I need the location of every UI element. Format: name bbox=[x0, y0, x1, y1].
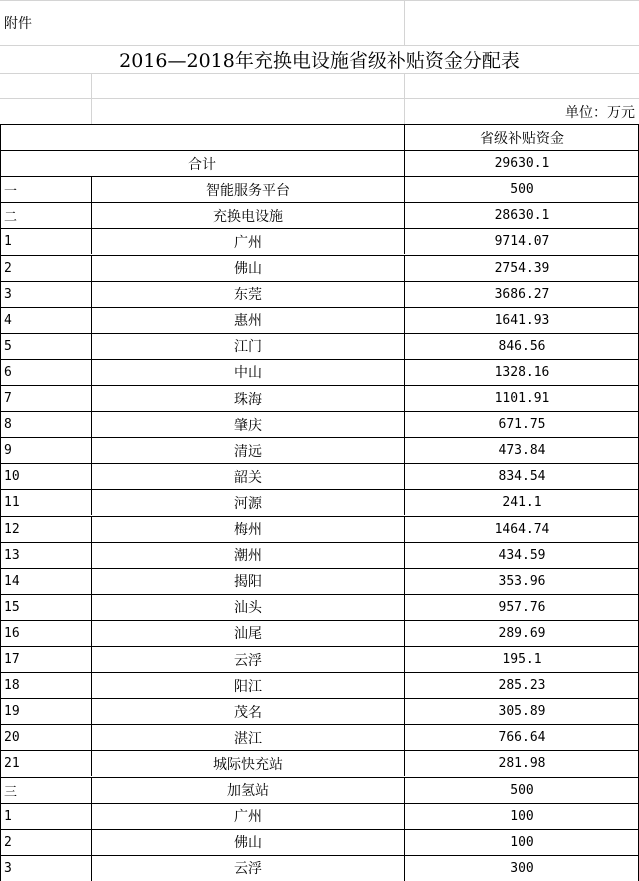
row-city[interactable]: 汕头 bbox=[91, 594, 404, 620]
section-amount[interactable]: 500 bbox=[404, 176, 639, 202]
row-amount[interactable]: 1464.74 bbox=[404, 516, 639, 542]
row-city[interactable]: 广州 bbox=[91, 228, 404, 254]
section-name[interactable]: 充换电设施 bbox=[91, 202, 404, 228]
row-index[interactable]: 7 bbox=[0, 385, 91, 411]
row-amount[interactable]: 473.84 bbox=[404, 437, 639, 463]
row-city[interactable]: 河源 bbox=[91, 489, 404, 515]
row-amount[interactable]: 100 bbox=[404, 803, 639, 829]
row-city[interactable]: 揭阳 bbox=[91, 568, 404, 594]
empty-cell[interactable] bbox=[404, 0, 639, 45]
row-index[interactable]: 3 bbox=[0, 855, 91, 881]
row-amount[interactable]: 285.23 bbox=[404, 672, 639, 698]
row-amount[interactable]: 957.76 bbox=[404, 594, 639, 620]
row-city[interactable]: 佛山 bbox=[91, 829, 404, 855]
row-amount[interactable]: 846.56 bbox=[404, 333, 639, 359]
row-city[interactable]: 汕尾 bbox=[91, 620, 404, 646]
row-amount[interactable]: 300 bbox=[404, 855, 639, 881]
row-index[interactable]: 6 bbox=[0, 359, 91, 385]
row-amount[interactable]: 241.1 bbox=[404, 489, 639, 515]
row-index[interactable]: 15 bbox=[0, 594, 91, 620]
row-amount[interactable]: 305.89 bbox=[404, 698, 639, 724]
row-index[interactable]: 13 bbox=[0, 542, 91, 568]
empty-cell[interactable] bbox=[0, 98, 91, 124]
row-amount[interactable]: 289.69 bbox=[404, 620, 639, 646]
section-index[interactable]: 二 bbox=[0, 202, 91, 228]
row-index[interactable]: 3 bbox=[0, 281, 91, 307]
total-label[interactable]: 合计 bbox=[0, 150, 404, 176]
section-index[interactable]: 一 bbox=[0, 176, 91, 202]
row-city[interactable]: 阳江 bbox=[91, 672, 404, 698]
row-city[interactable]: 中山 bbox=[91, 359, 404, 385]
header-blank-cell[interactable] bbox=[0, 124, 404, 150]
row-amount[interactable]: 671.75 bbox=[404, 411, 639, 437]
row-city[interactable]: 梅州 bbox=[91, 516, 404, 542]
row-city[interactable]: 惠州 bbox=[91, 307, 404, 333]
row-index[interactable]: 21 bbox=[0, 750, 91, 776]
unit-label[interactable]: 单位：万元 bbox=[404, 98, 639, 124]
empty-cell[interactable] bbox=[0, 73, 91, 98]
row-amount[interactable]: 353.96 bbox=[404, 568, 639, 594]
row-city[interactable]: 茂名 bbox=[91, 698, 404, 724]
row-index[interactable]: 8 bbox=[0, 411, 91, 437]
row-index[interactable]: 19 bbox=[0, 698, 91, 724]
empty-cell[interactable] bbox=[404, 73, 639, 98]
section-name[interactable]: 加氢站 bbox=[91, 777, 404, 803]
row-amount[interactable]: 434.59 bbox=[404, 542, 639, 568]
column-header-amount[interactable]: 省级补贴资金 bbox=[404, 124, 639, 150]
page-title[interactable]: 2016—2018年充换电设施省级补贴资金分配表 bbox=[0, 45, 639, 73]
empty-cell[interactable] bbox=[91, 98, 404, 124]
row-city[interactable]: 肇庆 bbox=[91, 411, 404, 437]
row-index[interactable]: 5 bbox=[0, 333, 91, 359]
row-index[interactable]: 18 bbox=[0, 672, 91, 698]
row-amount[interactable]: 195.1 bbox=[404, 646, 639, 672]
section-amount[interactable]: 500 bbox=[404, 777, 639, 803]
row-city[interactable]: 湛江 bbox=[91, 724, 404, 750]
row-city[interactable]: 韶关 bbox=[91, 463, 404, 489]
row-city[interactable]: 东莞 bbox=[91, 281, 404, 307]
row-index[interactable]: 16 bbox=[0, 620, 91, 646]
row-amount[interactable]: 1328.16 bbox=[404, 359, 639, 385]
row-index[interactable]: 2 bbox=[0, 829, 91, 855]
row-amount[interactable]: 100 bbox=[404, 829, 639, 855]
row-amount[interactable]: 1101.91 bbox=[404, 385, 639, 411]
row-amount[interactable]: 766.64 bbox=[404, 724, 639, 750]
row-index[interactable]: 2 bbox=[0, 255, 91, 281]
row-amount[interactable]: 9714.07 bbox=[404, 228, 639, 254]
row-index[interactable]: 10 bbox=[0, 463, 91, 489]
row-city[interactable]: 云浮 bbox=[91, 855, 404, 881]
row-city[interactable]: 清远 bbox=[91, 437, 404, 463]
row-amount[interactable]: 2754.39 bbox=[404, 255, 639, 281]
section-amount[interactable]: 28630.1 bbox=[404, 202, 639, 228]
row-amount[interactable]: 1641.93 bbox=[404, 307, 639, 333]
row-index[interactable]: 9 bbox=[0, 437, 91, 463]
row-city[interactable]: 广州 bbox=[91, 803, 404, 829]
section-index[interactable]: 三 bbox=[0, 777, 91, 803]
row-index[interactable]: 1 bbox=[0, 228, 91, 254]
row-amount[interactable]: 834.54 bbox=[404, 463, 639, 489]
row-amount[interactable]: 3686.27 bbox=[404, 281, 639, 307]
section-name[interactable]: 智能服务平台 bbox=[91, 176, 404, 202]
row-index[interactable]: 20 bbox=[0, 724, 91, 750]
row-city[interactable]: 潮州 bbox=[91, 542, 404, 568]
row-city[interactable]: 珠海 bbox=[91, 385, 404, 411]
row-index[interactable]: 11 bbox=[0, 489, 91, 515]
row-index[interactable]: 4 bbox=[0, 307, 91, 333]
total-amount[interactable]: 29630.1 bbox=[404, 150, 639, 176]
row-amount[interactable]: 281.98 bbox=[404, 750, 639, 776]
row-index[interactable]: 17 bbox=[0, 646, 91, 672]
attachment-label[interactable]: 附件 bbox=[0, 0, 404, 45]
row-city[interactable]: 江门 bbox=[91, 333, 404, 359]
row-city[interactable]: 佛山 bbox=[91, 255, 404, 281]
row-city[interactable]: 云浮 bbox=[91, 646, 404, 672]
row-index[interactable]: 14 bbox=[0, 568, 91, 594]
row-index[interactable]: 1 bbox=[0, 803, 91, 829]
row-index[interactable]: 12 bbox=[0, 516, 91, 542]
empty-cell[interactable] bbox=[91, 73, 404, 98]
row-city[interactable]: 城际快充站 bbox=[91, 750, 404, 776]
